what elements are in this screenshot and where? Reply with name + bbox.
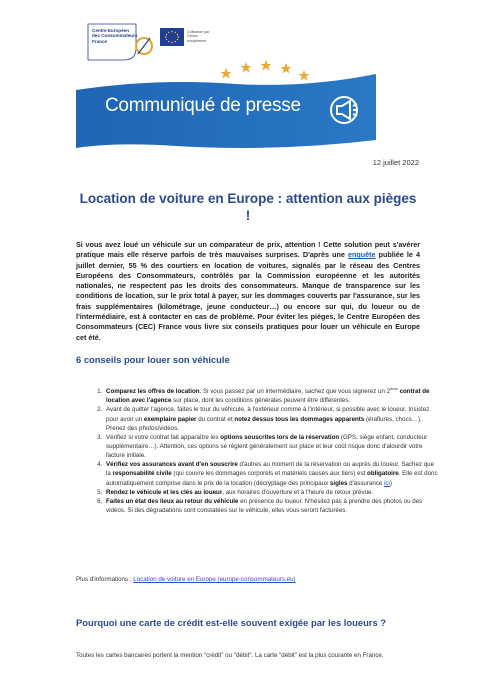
cec-logo-text	[92, 28, 140, 44]
eu-cofunding-logo	[160, 28, 212, 54]
tip-bold: sigles	[329, 479, 348, 487]
tip-bold: notez dessus tous les dommages apparents	[234, 415, 365, 423]
insurance-acronyms-link[interactable]: ici	[384, 479, 390, 487]
tip-bold: exemplaire papier	[143, 415, 197, 423]
credit-card-paragraph: Toutes les cartes bancaires portent la mention "crédit" ou "débit". La carte "débit" est la plus courante en France.	[76, 652, 384, 659]
more-info-line	[76, 576, 296, 583]
survey-link[interactable]: enquête	[347, 250, 376, 260]
tips-list	[84, 384, 440, 515]
cec-logo	[84, 20, 158, 64]
list-item	[104, 488, 440, 497]
tip-bold: options souscrites lors de la réservation	[220, 433, 340, 441]
section-heading-credit-card: Pourquoi une carte de crédit est-elle souvent exigée par les loueurs ?	[76, 617, 386, 628]
logo-line: France	[92, 38, 108, 44]
tip-text: . Elle est donc automatiquement comprise dans le prix de la location (décryptage des principaux	[106, 470, 438, 487]
section-heading-tips: 6 conseils pour louer son véhicule	[76, 354, 230, 365]
tip-sup: ème	[390, 386, 398, 391]
tip-text: (GPS, siège enfant, conducteur supplémentaire…). Attention, ces options se règlent généralement sur place et leur coût risque donc d'alourdir votre facture initiale.	[106, 433, 428, 460]
list-item	[104, 497, 440, 515]
tip-text: en présence du loueur. N'hésitez pas à prendre des photos ou des vidéos. Si des dégradations sont constatées sur le véhicule, elles vous seront facturées.	[106, 497, 423, 515]
tip-text: d'assurance	[347, 479, 385, 487]
tip-bold: Faites un état des lieux au retour du véhicule	[106, 497, 239, 505]
tip-text: du contrat et	[196, 415, 235, 423]
list-item	[104, 460, 440, 487]
intro-text: Si vous avez loué un véhicule sur un comparateur de prix, attention ! Cette solution peut s'avérer pratique mais elle réserve parfois de très mauvaises surprises. D'après une	[76, 240, 420, 260]
tip-text: Vérifiez si votre contrat fait apparaître les	[106, 433, 221, 441]
more-info-label: Plus d'informations :	[76, 576, 134, 583]
tip-bold: Comparez les offres de location	[106, 388, 200, 396]
tip-text: Avant de quitter l'agence, faites le tour du véhicule, à l'extérieur comme à l'intérieur, si possible avec le loueur. Insistez pour avoir un	[106, 406, 430, 423]
tip-text: )	[389, 479, 392, 487]
tip-text: , aux horaires d'ouverture et à l'heure de retour prévue.	[222, 488, 374, 496]
publication-date: 12 juillet 2022	[372, 158, 419, 167]
tip-text: sur place, dont les conditions générales peuvent être différentes.	[171, 397, 351, 405]
tip-bold: Vérifiez vos assurances avant d'en souscrire	[106, 461, 238, 469]
tip-bold: obligatoire	[367, 470, 399, 478]
tip-text: (éraflures, chocs…). Prenez des photos/vidéos.	[106, 415, 422, 432]
intro-text: publiée le 4 juillet dernier, 55 % des courtiers en location de voitures, signalés par le réseau des Centres Européens des Consommateurs, contrôlés par la Commission européenne et les autorités nationales, ne respectent pas les droits des consommateurs. Manque de transparence sur les conditions de location, sur le prix total à payer, sur les dommages couverts par l'assurance, sur les frais supplémentaires (kilométrage, jeune conducteur…) ou encore sur qui, du loueur ou de l'intermédiaire, est à contacter en cas de problème. Pour éviter les pièges, le Centre Européen des Consommateurs (CEC) France vous livre six conseils pratiques pour louer un véhicule en Europe cet été.	[76, 250, 420, 342]
list-item	[104, 433, 440, 460]
tip-text: (qui couvre les dommages corporels et matériels causés aux tiers) est	[171, 470, 368, 478]
list-item	[104, 405, 440, 432]
logo-line: des Consommateurs	[92, 33, 138, 39]
tip-bold: contrat de location avec l'agence	[106, 388, 430, 405]
list-item	[104, 384, 440, 405]
eu-flag-icon	[160, 28, 184, 46]
more-info-link[interactable]: Location de voiture en Europe (europe-consommateurs.eu)	[133, 576, 296, 583]
tip-bold: Rendez le véhicule et les clés au loueur	[106, 488, 223, 496]
tip-bold: responsabilité civile	[112, 470, 172, 478]
intro-paragraph	[76, 240, 420, 343]
tip-text: d'autres au moment de la réservation ou auprès du loueur. Sachez que la	[106, 461, 435, 478]
eu-cofunding-text: Cofinancé par l'Union européenne	[187, 30, 210, 43]
logo-line: Centre Européen	[92, 28, 130, 33]
banner-title: Communiqué de presse	[105, 95, 301, 116]
tip-text: . Si vous passez par un intermédiaire, sachez que vous signerez un 2	[199, 388, 391, 396]
page-title: Location de voiture en Europe : attention aux pièges !	[79, 191, 417, 223]
